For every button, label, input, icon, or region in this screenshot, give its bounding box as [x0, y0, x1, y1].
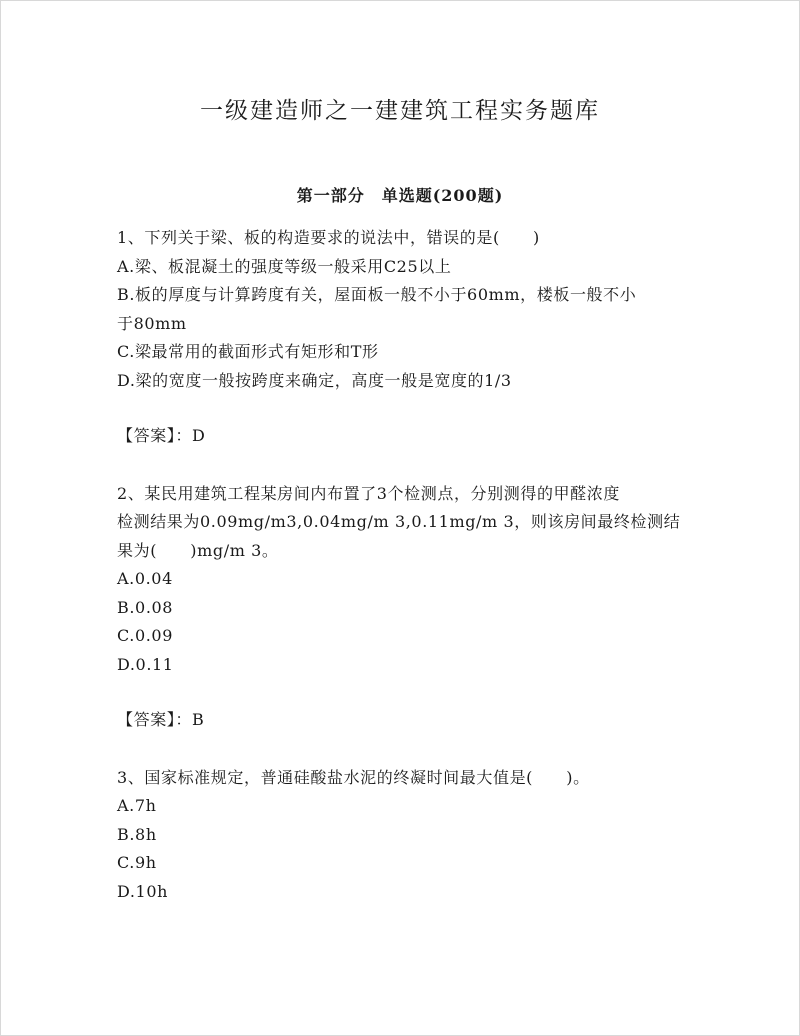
- question-2: [117, 480, 692, 680]
- answer-2: 【答案】：B: [117, 710, 205, 729]
- option-c: C.9h: [117, 853, 157, 872]
- option-a: A.7h: [117, 796, 157, 815]
- option-d: D.梁的宽度一般按跨度来确定，高度一般是宽度的1/3: [117, 370, 512, 390]
- document-title: 一级建造师之一建建筑工程实务题库: [200, 98, 600, 124]
- option-d: D.10h: [117, 881, 169, 901]
- option-b: B.0.08: [117, 597, 174, 617]
- option-c: C.梁最常用的截面形式有矩形和T形: [117, 342, 379, 361]
- section-heading: 第一部分 单选题(200题): [296, 186, 504, 205]
- option-c: C.0.09: [117, 626, 173, 645]
- question-stem: 3、国家标准规定，普通硅酸盐水泥的终凝时间最大值是( )。: [117, 767, 590, 787]
- option-a: A.梁、板混凝土的强度等级一般采用C25以上: [117, 256, 452, 276]
- question-1: [117, 224, 692, 395]
- answer-1: 【答案】：D: [117, 426, 206, 445]
- option-d: D.0.11: [117, 654, 174, 674]
- question-3: [117, 764, 692, 907]
- option-b: B.板的厚度与计算跨度有关，屋面板一般不小于60mm，楼板一般不小: [117, 285, 637, 304]
- option-a: A.0.04: [117, 569, 173, 588]
- question-list: [117, 224, 692, 906]
- question-stem: 检测结果为0.09mg/m3,0.04mg/m 3,0.11mg/m 3，则该房间最终检测结: [117, 512, 681, 531]
- option-b-continued: 于80mm: [117, 313, 187, 333]
- question-stem: 果为( )mg/m 3。: [117, 540, 279, 560]
- option-b: B.8h: [117, 824, 157, 844]
- question-stem: 1、下列关于梁、板的构造要求的说法中，错误的是( ): [117, 228, 540, 247]
- question-stem: 2、某民用建筑工程某房间内布置了3个检测点，分别测得的甲醛浓度: [117, 483, 620, 503]
